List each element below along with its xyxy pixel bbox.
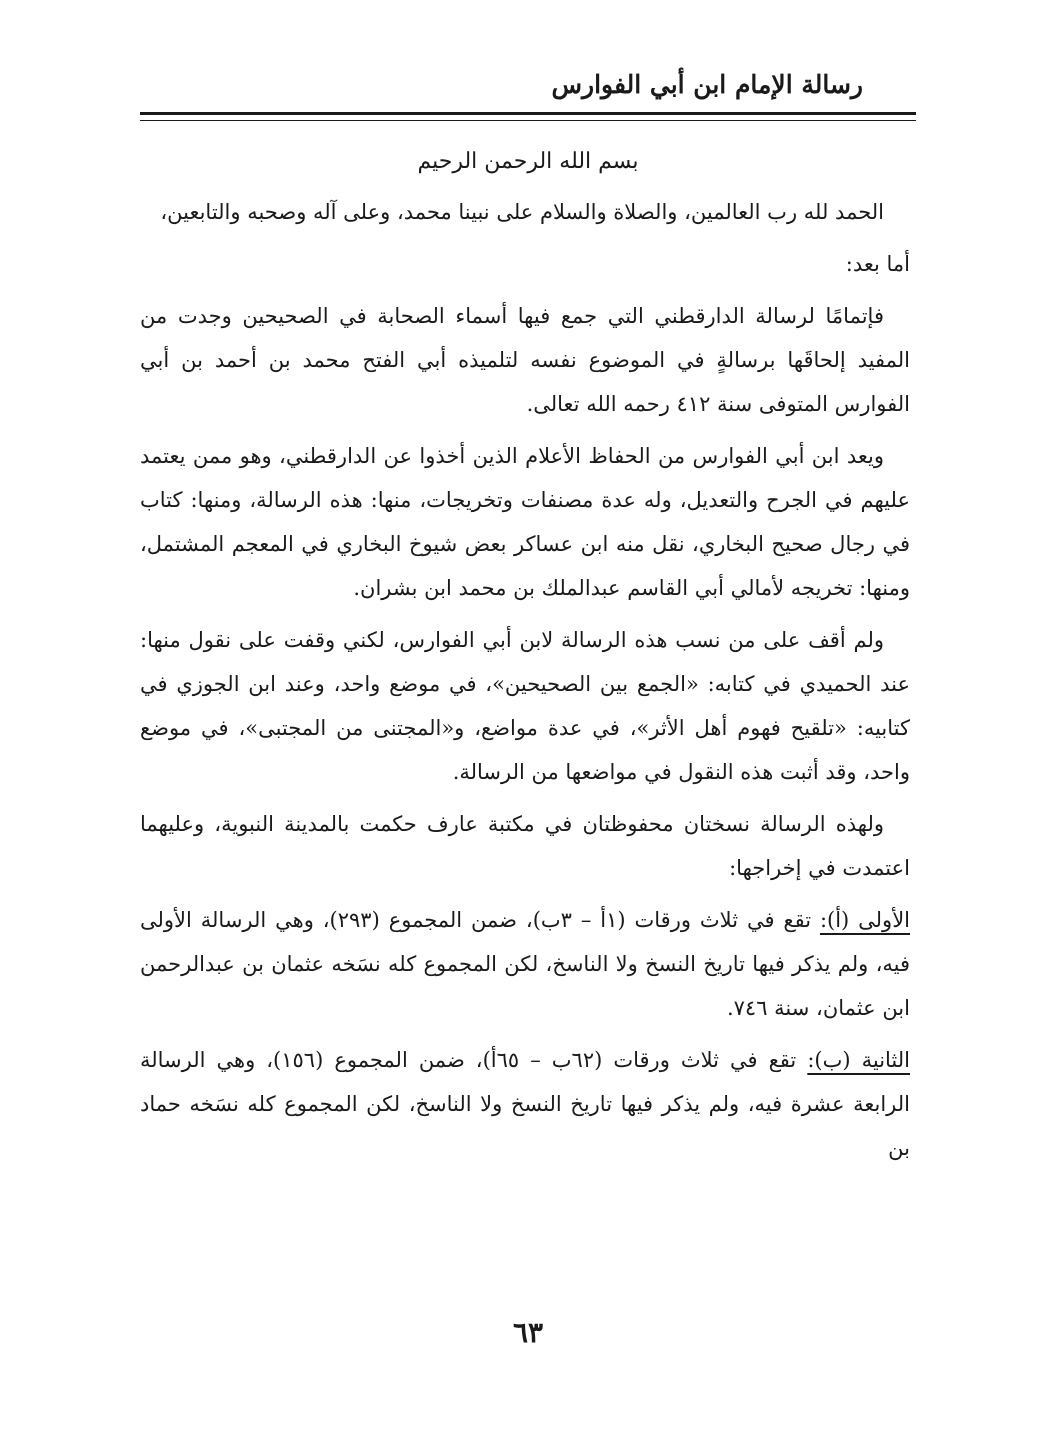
header-rule-thick <box>140 112 916 115</box>
basmala: بسم الله الرحمن الرحيم <box>417 149 639 174</box>
header-rule-thin <box>140 120 916 121</box>
manuscript-a-text: تقع في ثلاث ورقات (١أ – ٣ب)، ضمن المجموع (٢٩٣)، وهي الرسالة الأولى فيه، ولم يذكر فيها تاريخ النسخ ولا الناسخ، لكن المجموع كله نسَخه عثمان بن عبدالرحمن ابن عثمان، سنة ٧٤٦. <box>140 908 910 1020</box>
paragraph-amma-bad: أما بعد: <box>845 252 910 276</box>
paragraph-manuscript-b <box>140 1038 910 1170</box>
body-text <box>140 190 910 1178</box>
paragraph-manuscript-a <box>140 898 910 1030</box>
manuscript-a-label: الأولى (أ): <box>819 908 911 932</box>
manuscript-b-label: الثانية (ب): <box>807 1048 911 1072</box>
paragraph-manuscripts: ولهذه الرسالة نسختان محفوظتان في مكتبة عارف حكمت بالمدينة النبوية، وعليهما اعتمدت في إخراجها: <box>140 812 910 880</box>
page-number: ٦٣ <box>512 1316 544 1349</box>
paragraph-citations: ولم أقف على من نسب هذه الرسالة لابن أبي الفوارس، لكني وقفت على نقول منها: عند الحميدي في كتابه: «الجمع بين الصحيحين»، في موضع واحد، وعند ابن الجوزي في كتابيه: «تلقيح فهوم أهل الأثر»، في عدة مواضع، و«المجتنى من المجتبى»، في موضع واحد، وقد أثبت هذه النقول في مواضعها من الرسالة. <box>140 628 910 784</box>
running-header-title: رسالة الإمام ابن أبي الفوارس <box>551 70 863 99</box>
manuscript-b-text: تقع في ثلاث ورقات (٦٢ب – ٦٥أ)، ضمن المجموع (١٥٦)، وهي الرسالة الرابعة عشرة فيه، ولم يذكر فيها تاريخ النسخ ولا الناسخ، لكن المجموع كله نسَخه حماد بن <box>140 1048 910 1160</box>
paragraph-praise: الحمد لله رب العالمين، والصلاة والسلام على نبينا محمد، وعلى آله وصحبه والتابعين، <box>160 200 884 224</box>
paragraph-author: ويعد ابن أبي الفوارس من الحفاظ الأعلام الذين أخذوا عن الدارقطني، وهو ممن يعتمد عليهم في الجرح والتعديل، وله عدة مصنفات وتخريجات، منها: هذه الرسالة، ومنها: كتاب في رجال صحيح البخاري، نقل منه ابن عساكر بعض شيوخ البخاري في المعجم المشتمل، ومنها: تخريجه لأمالي أبي القاسم عبدالملك بن محمد ابن بشران. <box>140 444 910 600</box>
paragraph-intro: فإتمامًا لرسالة الدارقطني التي جمع فيها أسماء الصحابة في الصحيحين وجدت من المفيد إلحاقَها برسالةٍ في الموضوع نفسه لتلميذه أبي الفتح محمد بن أحمد بن أبي الفوارس المتوفى سنة ٤١٢ رحمه الله تعالى. <box>140 304 910 416</box>
